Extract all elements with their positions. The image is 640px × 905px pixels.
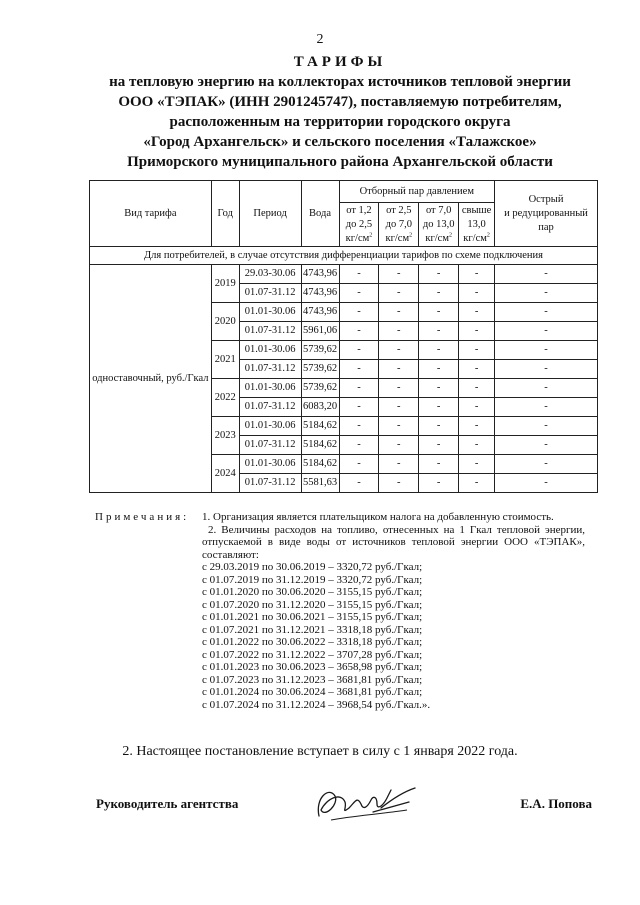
dash-cell: - [495,303,598,322]
steam-range-from: свыше [461,204,492,216]
dash-cell: - [339,379,379,398]
dash-cell: - [495,284,598,303]
dash-cell: - [379,398,419,417]
dash-cell: - [379,360,419,379]
year-cell: 2024 [211,455,239,493]
fuel-cost-line: с 01.07.2019 по 31.12.2019 – 3320,72 руб./Гкал; [202,573,423,586]
period-cell: 01.07-31.12 [239,436,301,455]
dash-cell: - [339,455,379,474]
dash-cell: - [379,341,419,360]
dash-cell: - [419,303,459,322]
header-year: Год [211,181,239,247]
water-cell: 5184,62 [301,417,339,436]
fuel-cost-line: с 01.07.2021 по 31.12.2021 – 3318,18 руб./Гкал; [202,623,423,636]
dash-cell: - [495,360,598,379]
page-number: 2 [316,32,324,47]
unit-sup: 2 [409,232,413,238]
dash-cell: - [419,455,459,474]
steam-unit: кг/см [463,232,487,244]
dash-cell: - [419,265,459,284]
dash-cell: - [339,265,379,284]
header-sharp-steam-line: и редуцированный [504,207,588,219]
fuel-cost-line: с 01.07.2022 по 31.12.2022 – 3707,28 руб./Гкал; [202,648,423,661]
steam-range-from: от 1,2 [346,204,372,216]
dash-cell: - [379,379,419,398]
dash-cell: - [419,398,459,417]
water-cell: 5581,63 [301,474,339,493]
dash-cell: - [495,417,598,436]
dash-cell: - [419,474,459,493]
period-cell: 01.07-31.12 [239,284,301,303]
signature-block [96,796,596,836]
dash-cell: - [339,341,379,360]
period-cell: 01.07-31.12 [239,360,301,379]
water-cell: 4743,96 [301,284,339,303]
fuel-cost-line: с 01.01.2023 по 30.06.2023 – 3658,98 руб./Гкал; [202,661,423,673]
steam-range-from: от 7,0 [425,204,452,216]
title-line: Приморского муниципального района Архангельской области [127,154,553,170]
year-cell: 2019 [211,265,239,303]
notes-label: Примечания: [95,511,190,523]
fuel-cost-line: с 01.07.2024 по 31.12.2024 – 3968,54 руб./Гкал.». [202,698,431,711]
header-sharp-steam-line: пар [538,221,554,233]
header-steam-group: Отборный пар давлением [339,181,495,203]
title-main: ТАРИФЫ [293,54,387,70]
table-section-row: Для потребителей, в случае отсутствия дифференциации тарифов по схеме подключения [90,247,598,265]
dash-cell: - [459,436,495,455]
header-steam-col [379,203,419,247]
dash-cell: - [339,360,379,379]
period-cell: 01.07-31.12 [239,398,301,417]
signatory-name: Е.А. Попова [520,796,592,811]
fuel-cost-line: с 01.07.2020 по 31.12.2020 – 3155,15 руб./Гкал; [202,598,423,611]
tariff-name-cell: одноставочный, руб./Гкал [90,265,212,493]
water-cell: 6083,20 [301,398,339,417]
year-cell: 2021 [211,341,239,379]
steam-range-to: до 7,0 [385,218,412,230]
dash-cell: - [459,417,495,436]
title-line: расположенным на территории городского округа [169,114,511,130]
period-cell: 01.07-31.12 [239,322,301,341]
dash-cell: - [459,360,495,379]
dash-cell: - [339,436,379,455]
fuel-cost-line: с 29.03.2019 по 30.06.2019 – 3320,72 руб./Гкал; [202,561,423,573]
dash-cell: - [495,322,598,341]
water-cell: 5739,62 [301,379,339,398]
dash-cell: - [459,284,495,303]
steam-unit: кг/см [345,232,370,244]
water-cell: 4743,96 [301,265,339,284]
fuel-cost-line: с 01.07.2023 по 31.12.2023 – 3681,81 руб./Гкал; [202,673,423,686]
header-period: Период [239,181,301,247]
period-cell: 01.01-30.06 [239,417,301,436]
dash-cell: - [339,474,379,493]
document-title [40,52,640,172]
dash-cell: - [419,341,459,360]
dash-cell: - [495,436,598,455]
header-sharp-steam-line: Острый [528,193,564,205]
dash-cell: - [459,455,495,474]
water-cell: 5739,62 [301,341,339,360]
dash-cell: - [419,417,459,436]
dash-cell: - [495,398,598,417]
unit-sup: 2 [369,232,373,238]
handwritten-signature-icon [311,778,421,828]
steam-unit: кг/см [425,232,449,244]
period-cell: 01.01-30.06 [239,379,301,398]
dash-cell: - [339,284,379,303]
year-cell: 2020 [211,303,239,341]
note-item-2: 2. Величины расходов на топливо, отнесенных на 1 Гкал тепловой энергии, отпускаемой в виде воды от источников тепловой энергии ООО «ТЭПАК», составляют: [202,523,585,561]
dash-cell: - [379,455,419,474]
water-cell: 5184,62 [301,455,339,474]
period-cell: 29.03-30.06 [239,265,301,284]
steam-range-from: от 2,5 [386,204,412,216]
header-water: Вода [301,181,339,247]
water-cell: 5739,62 [301,360,339,379]
dash-cell: - [379,322,419,341]
steam-range-to: до 2,5 [345,218,373,230]
period-cell: 01.01-30.06 [239,303,301,322]
fuel-cost-line: с 01.01.2024 по 30.06.2024 – 3681,81 руб./Гкал; [202,686,423,698]
dash-cell: - [379,436,419,455]
dash-cell: - [459,379,495,398]
year-cell: 2023 [211,417,239,455]
table-row [90,265,598,284]
dash-cell: - [419,322,459,341]
title-line: на тепловую энергию на коллекторах источников тепловой энергии [109,74,571,90]
dash-cell: - [419,284,459,303]
note-item-1: 1. Организация является плательщиком налога на добавленную стоимость. [202,511,554,523]
steam-unit: кг/см [385,232,410,244]
dash-cell: - [419,379,459,398]
dash-cell: - [495,379,598,398]
dash-cell: - [379,265,419,284]
dash-cell: - [495,341,598,360]
dash-cell: - [339,417,379,436]
tariff-table [89,180,598,493]
dash-cell: - [339,303,379,322]
header-steam-col [459,203,495,247]
dash-cell: - [379,284,419,303]
dash-cell: - [379,474,419,493]
dash-cell: - [339,398,379,417]
unit-sup: 2 [486,232,490,238]
effective-date-text: 2. Настоящее постановление вступает в силу с 1 января 2022 года. [122,744,518,759]
header-steam-col [339,203,379,247]
water-cell: 4743,96 [301,303,339,322]
fuel-cost-line: с 01.01.2021 по 30.06.2021 – 3155,15 руб./Гкал; [202,611,423,623]
dash-cell: - [459,341,495,360]
dash-cell: - [459,265,495,284]
steam-range-to: до 13,0 [422,218,455,230]
fuel-cost-line: с 01.01.2020 по 30.06.2020 – 3155,15 руб./Гкал; [202,586,423,598]
signatory-role: Руководитель агентства [96,796,239,811]
dash-cell: - [419,360,459,379]
dash-cell: - [419,436,459,455]
notes [95,511,585,711]
dash-cell: - [459,322,495,341]
dash-cell: - [459,474,495,493]
dash-cell: - [495,265,598,284]
year-cell: 2022 [211,379,239,417]
title-line: «Город Архангельск» и сельского поселения «Талажское» [143,134,537,150]
header-steam-col [419,203,459,247]
dash-cell: - [495,455,598,474]
period-cell: 01.01-30.06 [239,455,301,474]
water-cell: 5961,06 [301,322,339,341]
unit-sup: 2 [448,232,452,238]
period-cell: 01.07-31.12 [239,474,301,493]
dash-cell: - [379,303,419,322]
dash-cell: - [459,398,495,417]
dash-cell: - [339,322,379,341]
dash-cell: - [459,303,495,322]
water-cell: 5184,62 [301,436,339,455]
header-tariff-type: Вид тарифа [90,181,212,247]
steam-range-to: 13,0 [467,218,486,230]
dash-cell: - [495,474,598,493]
title-line: ООО «ТЭПАК» (ИНН 2901245747), поставляемую потребителям, [118,94,562,110]
period-cell: 01.01-30.06 [239,341,301,360]
header-sharp-steam [495,181,598,247]
fuel-cost-line: с 01.01.2022 по 30.06.2022 – 3318,18 руб./Гкал; [202,636,423,648]
dash-cell: - [379,417,419,436]
